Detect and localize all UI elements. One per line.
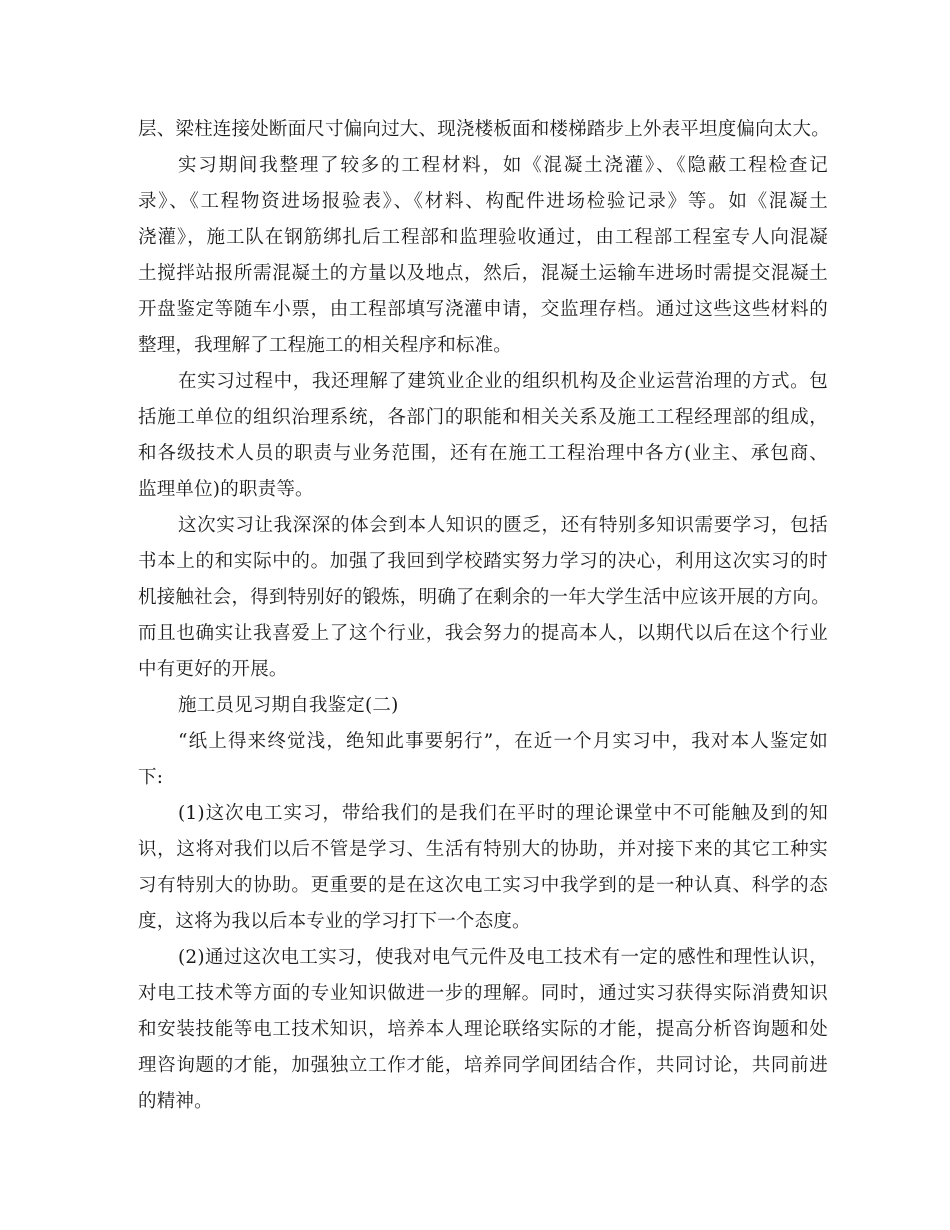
paragraph-6-line-0: (1)这次电工实习，带给我们的是我们在平时的理论课堂中不可能触及到的知 <box>178 803 828 824</box>
paragraph-3-line-3: 而且也确实让我喜爱上了这个行业，我会努力的提高本人，以期代以后在这个行业 <box>138 623 828 644</box>
paragraph-3-line-4: 中有更好的开展。 <box>138 659 288 680</box>
paragraph-3-line-1: 书本上的和实际中的。加强了我回到学校踏实努力学习的决心，利用这次实习的时 <box>138 551 828 572</box>
paragraph-1-line-3: 土搅拌站报所需混凝土的方量以及地点，然后，混凝土运输车进场时需提交混凝土 <box>138 263 828 284</box>
paragraph-7-line-2: 和安装技能等电工技术知识，培养本人理论联络实际的才能，提高分析咨询题和处 <box>138 1019 828 1040</box>
paragraph-7-line-1: 对电工技术等方面的专业知识做进一步的理解。同时，通过实习获得实际消费知识 <box>138 983 828 1004</box>
paragraph-5-line-1: 下: <box>138 767 164 788</box>
paragraph-1-line-2: 浇灌》，施工队在钢筋绑扎后工程部和监理验收通过，由工程部工程室专人向混凝 <box>138 227 828 248</box>
paragraph-1-line-5: 整理，我理解了工程施工的相关程序和标准。 <box>138 335 513 356</box>
paragraph-7-line-0: (2)通过这次电工实习，使我对电气元件及电工技术有一定的感性和理性认识， <box>178 947 828 968</box>
paragraph-2-line-2: 和各级技术人员的职责与业务范围，还有在施工工程治理中各方(业主、承包商、 <box>138 443 828 464</box>
paragraph-6-line-1: 识，这将对我们以后不管是学习、生活有特别大的协助，并对接下来的其它工种实 <box>138 839 828 860</box>
paragraph-2-line-1: 括施工单位的组织治理系统，各部门的职能和相关关系及施工工程经理部的组成， <box>138 407 828 428</box>
paragraph-5-line-0: “纸上得来终觉浅，绝知此事要躬行”，在近一个月实习中，我对本人鉴定如 <box>178 731 828 752</box>
paragraph-1-line-0: 实习期间我整理了较多的工程材料，如《混凝土浇灌》、《隐蔽工程检查记 <box>178 155 828 176</box>
paragraph-7-line-3: 理咨询题的才能，加强独立工作才能，培养同学间团结合作，共同讨论，共同前进 <box>138 1055 828 1076</box>
paragraph-6-line-2: 习有特别大的协助。更重要的是在这次电工实习中我学到的是一种认真、科学的态 <box>138 875 828 896</box>
paragraph-1-line-4: 开盘鉴定等随车小票，由工程部填写浇灌申请，交监理存档。通过这些这些材料的 <box>138 299 828 320</box>
section-heading: 施工员见习期自我鉴定(二) <box>178 695 399 716</box>
paragraph-7-line-4: 的精神。 <box>138 1091 213 1112</box>
paragraph-2-line-0: 在实习过程中，我还理解了建筑业企业的组织机构及企业运营治理的方式。包 <box>178 371 828 392</box>
paragraph-3-line-2: 机接触社会，得到特别好的锻炼，明确了在剩余的一年大学生活中应该开展的方向。 <box>138 587 830 608</box>
paragraph-1-line-1: 录》、《工程物资进场报验表》、《材料、构配件进场检验记录》等。如《混凝土 <box>138 191 828 212</box>
paragraph-2-line-3: 监理单位)的职责等。 <box>138 479 314 500</box>
paragraph-3-line-0: 这次实习让我深深的体会到本人知识的匮乏，还有特别多知识需要学习，包括 <box>178 515 828 536</box>
paragraph-6-line-3: 度，这将为我以后本专业的学习打下一个态度。 <box>138 911 531 932</box>
paragraph-0-line-0: 层、梁柱连接处断面尺寸偏向过大、现浇楼板面和楼梯踏步上外表平坦度偏向太大。 <box>138 119 830 140</box>
document-body <box>138 112 828 1120</box>
